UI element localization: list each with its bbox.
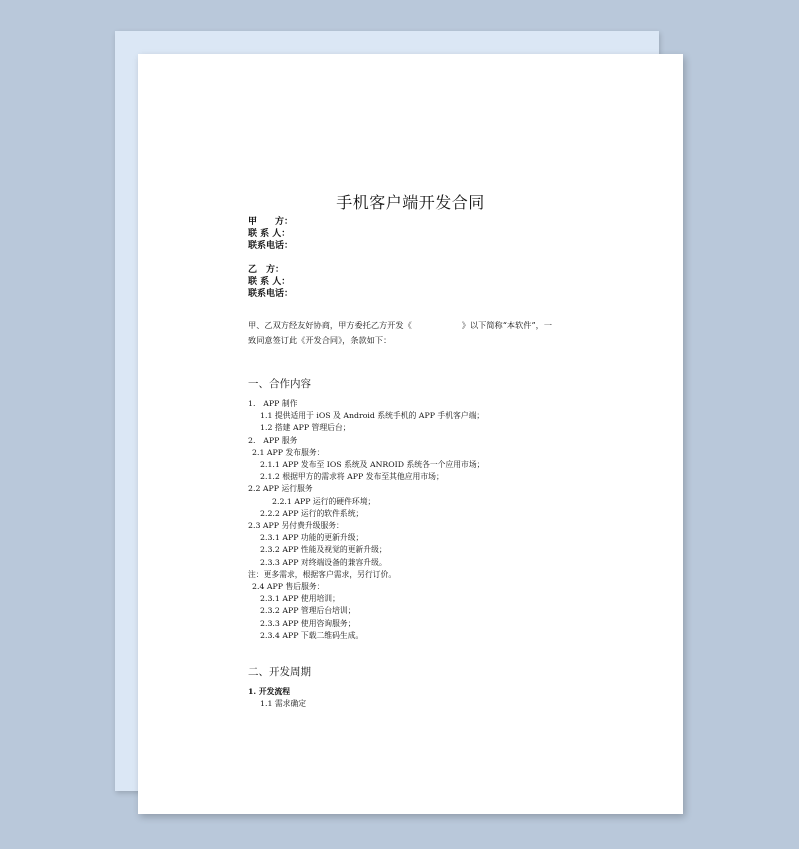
intro-text-part1: 甲、乙双方经友好协商，甲方委托乙方开发《: [248, 320, 412, 330]
intro-text-part2: 》以下简称“本软件”，一: [461, 320, 553, 330]
clause-line: 2.3 APP 另付费升级服务：: [248, 521, 344, 531]
clause-line: 2.1.2 根据甲方的需求将 APP 发布至其他应用市场；: [260, 472, 444, 482]
party-a-contact: 联 系 人：: [248, 229, 291, 239]
clause-line: 2.1.1 APP 发布至 IOS 系统及 ANROID 系统各一个应用市场；: [260, 460, 485, 470]
clause-line: 2.2.1 APP 运行的硬件环境；: [272, 496, 376, 506]
clause-line: 1. 开发流程: [248, 687, 291, 697]
clause-line: 2.2 APP 运行服务: [248, 484, 313, 494]
clause-line: 2.3.2 APP 管理后台培训；: [260, 606, 356, 616]
party-b-contact: 联 系 人：: [248, 277, 291, 287]
clause-line: 2.3.3 APP 使用咨询服务；: [260, 618, 356, 628]
clause-line: 2.3.1 APP 功能的更新升级；: [260, 533, 364, 543]
clause-line: 2.4 APP 售后服务：: [252, 582, 325, 592]
section-1-heading: 一、合作内容: [248, 378, 311, 390]
clause-line: 1.1 需求确定: [260, 699, 307, 709]
clause-line: 2. APP 服务: [248, 435, 298, 445]
note-line: 注：更多需求，根据客户需求，另行订价。: [248, 569, 397, 579]
intro-text-line2: 致同意签订此《开发合同》，条款如下：: [248, 335, 392, 345]
contract-page: [138, 54, 683, 814]
clause-line: 2.3.4 APP 下载二维码生成。: [260, 630, 364, 640]
clause-line: 2.2.2 APP 运行的软件系统；: [260, 508, 364, 518]
document-title: 手机客户端开发合同: [336, 193, 485, 212]
clause-line: 1.1 提供适用于 iOS 及 Android 系统手机的 APP 手机客户端；: [260, 411, 485, 421]
section-2-heading: 二、开发周期: [248, 666, 311, 679]
intro-paragraph: [248, 318, 578, 348]
page-content: [248, 216, 588, 710]
clause-line: 1.2 搭建 APP 管理后台；: [260, 423, 351, 433]
clause-line: 2.3.1 APP 使用培训；: [260, 594, 340, 604]
party-a-block: [248, 216, 588, 252]
clause-line: 2.3.3 APP 对终端设备的兼容升级。: [260, 557, 387, 567]
party-a-phone: 联系电话：: [248, 241, 294, 251]
clause-line: 2.1 APP 发布服务：: [252, 447, 325, 457]
party-b-phone: 联系电话：: [248, 289, 294, 299]
section-2-body: [248, 686, 588, 710]
party-a-label: 甲 方：: [248, 217, 294, 227]
party-b-block: [248, 264, 588, 300]
party-b-label: 乙 方：: [248, 265, 285, 275]
clause-line: 2.3.2 APP 性能及视觉的更新升级；: [260, 545, 387, 555]
section-1-body: [248, 398, 588, 642]
clause-line: 1. APP 制作: [248, 399, 298, 408]
